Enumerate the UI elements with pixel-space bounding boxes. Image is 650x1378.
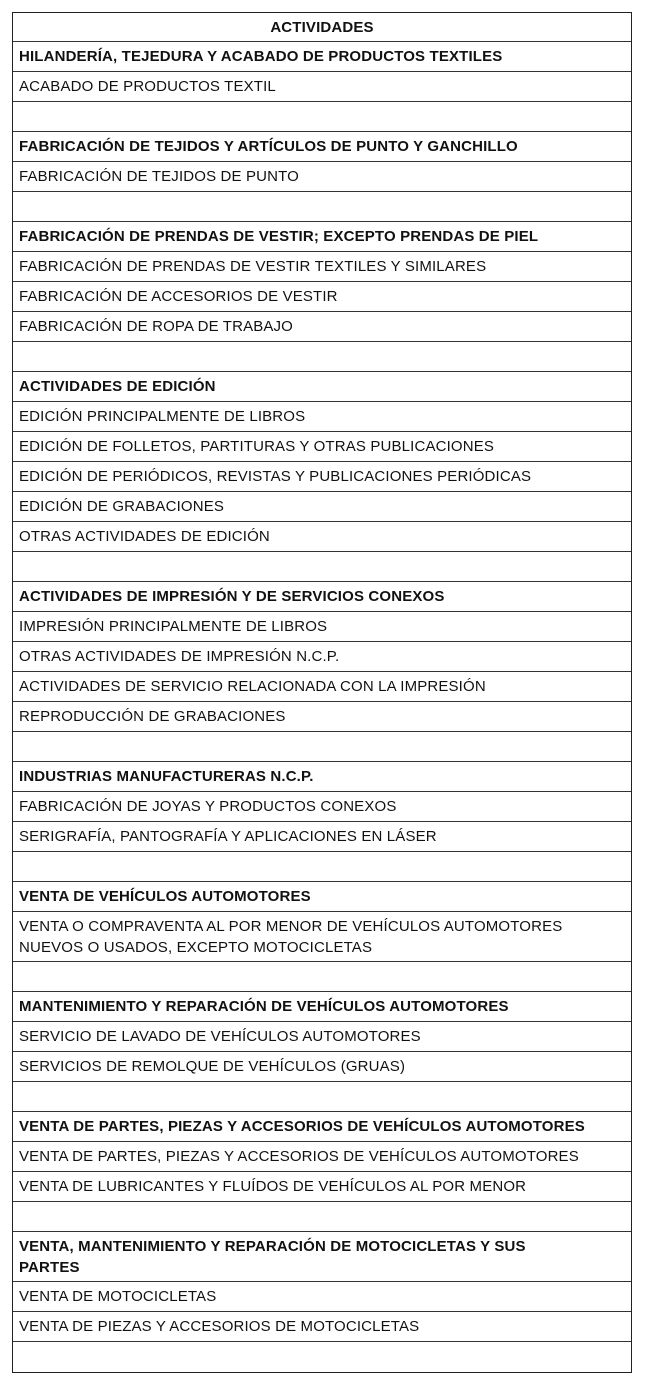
activity-row: VENTA DE MOTOCICLETAS [13, 1282, 631, 1312]
activity-row: SERVICIOS DE REMOLQUE DE VEHÍCULOS (GRUAS) [13, 1052, 631, 1082]
blank-row [13, 1342, 631, 1372]
activity-row: FABRICACIÓN DE TEJIDOS DE PUNTO [13, 162, 631, 192]
blank-row [13, 102, 631, 132]
blank-row [13, 342, 631, 372]
blank-row [13, 1082, 631, 1112]
activity-row: VENTA O COMPRAVENTA AL POR MENOR DE VEHÍCULOS AUTOMOTORES NUEVOS O USADOS, EXCEPTO MOTOCICLETAS [13, 912, 631, 962]
activity-row: VENTA DE LUBRICANTES Y FLUÍDOS DE VEHÍCULOS AL POR MENOR [13, 1172, 631, 1202]
activity-row: FABRICACIÓN DE ROPA DE TRABAJO [13, 312, 631, 342]
blank-row [13, 732, 631, 762]
activity-row: EDICIÓN PRINCIPALMENTE DE LIBROS [13, 402, 631, 432]
activity-row: SERIGRAFÍA, PANTOGRAFÍA Y APLICACIONES EN LÁSER [13, 822, 631, 852]
category-row: INDUSTRIAS MANUFACTURERAS N.C.P. [13, 762, 631, 792]
table-header: ACTIVIDADES [13, 13, 631, 42]
activity-row: EDICIÓN DE PERIÓDICOS, REVISTAS Y PUBLICACIONES PERIÓDICAS [13, 462, 631, 492]
blank-row [13, 1202, 631, 1232]
blank-row [13, 962, 631, 992]
category-row: MANTENIMIENTO Y REPARACIÓN DE VEHÍCULOS AUTOMOTORES [13, 992, 631, 1022]
category-row: FABRICACIÓN DE TEJIDOS Y ARTÍCULOS DE PUNTO Y GANCHILLO [13, 132, 631, 162]
category-row: FABRICACIÓN DE PRENDAS DE VESTIR; EXCEPTO PRENDAS DE PIEL [13, 222, 631, 252]
activities-table [12, 12, 632, 1373]
activity-row: OTRAS ACTIVIDADES DE IMPRESIÓN N.C.P. [13, 642, 631, 672]
activity-row: ACABADO DE PRODUCTOS TEXTIL [13, 72, 631, 102]
activity-row: EDICIÓN DE FOLLETOS, PARTITURAS Y OTRAS PUBLICACIONES [13, 432, 631, 462]
activity-row: FABRICACIÓN DE PRENDAS DE VESTIR TEXTILES Y SIMILARES [13, 252, 631, 282]
activity-row: IMPRESIÓN PRINCIPALMENTE DE LIBROS [13, 612, 631, 642]
blank-row [13, 852, 631, 882]
activity-row: FABRICACIÓN DE JOYAS Y PRODUCTOS CONEXOS [13, 792, 631, 822]
category-row: VENTA DE PARTES, PIEZAS Y ACCESORIOS DE VEHÍCULOS AUTOMOTORES [13, 1112, 631, 1142]
category-row: ACTIVIDADES DE IMPRESIÓN Y DE SERVICIOS CONEXOS [13, 582, 631, 612]
activity-row: VENTA DE PIEZAS Y ACCESORIOS DE MOTOCICLETAS [13, 1312, 631, 1342]
blank-row [13, 192, 631, 222]
activity-row: VENTA DE PARTES, PIEZAS Y ACCESORIOS DE VEHÍCULOS AUTOMOTORES [13, 1142, 631, 1172]
category-row: ACTIVIDADES DE EDICIÓN [13, 372, 631, 402]
activity-row: OTRAS ACTIVIDADES DE EDICIÓN [13, 522, 631, 552]
activity-row: REPRODUCCIÓN DE GRABACIONES [13, 702, 631, 732]
category-row: VENTA, MANTENIMIENTO Y REPARACIÓN DE MOTOCICLETAS Y SUS PARTES [13, 1232, 631, 1282]
activity-row: ACTIVIDADES DE SERVICIO RELACIONADA CON LA IMPRESIÓN [13, 672, 631, 702]
activity-row: SERVICIO DE LAVADO DE VEHÍCULOS AUTOMOTORES [13, 1022, 631, 1052]
activity-row: EDICIÓN DE GRABACIONES [13, 492, 631, 522]
activity-row: FABRICACIÓN DE ACCESORIOS DE VESTIR [13, 282, 631, 312]
category-row: VENTA DE VEHÍCULOS AUTOMOTORES [13, 882, 631, 912]
blank-row [13, 552, 631, 582]
category-row: HILANDERÍA, TEJEDURA Y ACABADO DE PRODUCTOS TEXTILES [13, 42, 631, 72]
